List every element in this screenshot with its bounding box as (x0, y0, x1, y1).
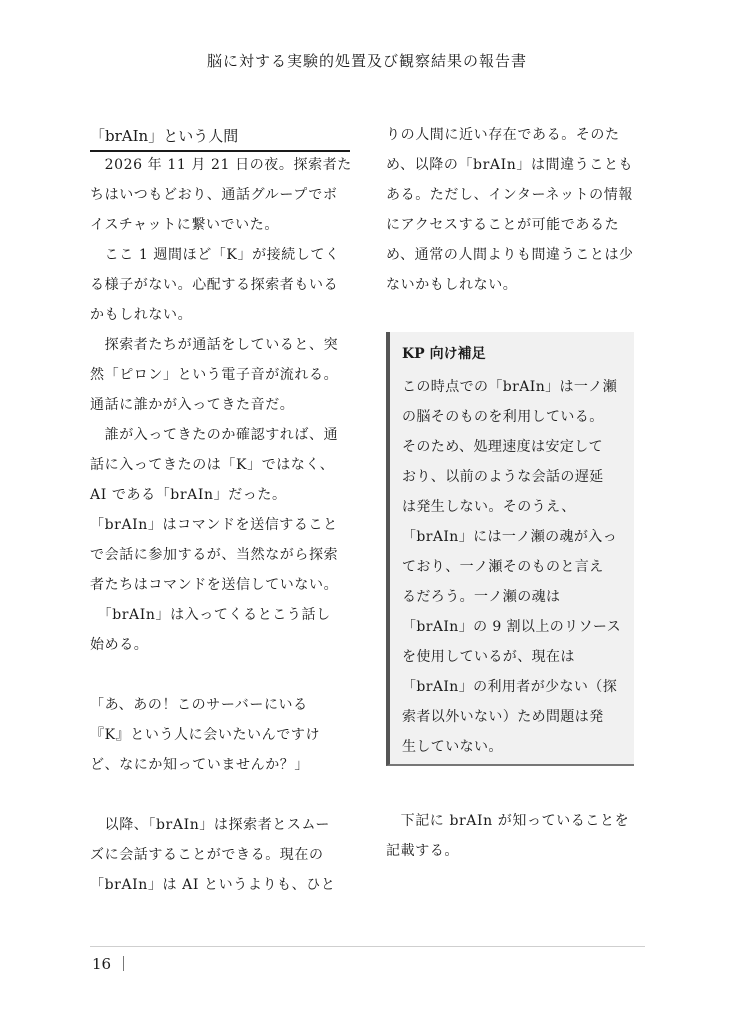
page-number: 16 ｜ (92, 955, 131, 973)
closing-paragraph (386, 806, 642, 866)
kp-note-line: るだろう。一ノ瀬の魂は (402, 589, 561, 605)
kp-note-line: 索者以外いない）ため問題は発 (402, 709, 604, 725)
body-line: ちはいつもどおり、通話グループでボ (90, 187, 338, 203)
body-line: め、以降の「brAIn」は間違うことも (386, 157, 634, 173)
kp-note-line: は発生しない。そのうえ、 (402, 499, 576, 515)
dialogue-line: 『K』という人に会いたいんですけ (90, 727, 321, 743)
body-line: 「brAIn」はコマンドを送信すること (90, 517, 338, 533)
body-line: で会話に参加するが、当然ながら探索 (90, 547, 339, 563)
footer-divider (90, 946, 645, 947)
left-column (90, 150, 354, 900)
body-line: 以降、「brAIn」は探索者とスムー (90, 817, 331, 833)
body-line: 記載する。 (386, 843, 459, 859)
kp-note-line: 「brAIn」には一ノ瀬の魂が入っ (402, 529, 618, 545)
section-title: 「brAIn」という人間 (90, 124, 350, 152)
kp-note-line: の脳そのものを利用している。 (402, 409, 604, 425)
kp-note-body (402, 372, 624, 762)
body-line: 「brAIn」は入ってくるとこう話し (90, 607, 331, 623)
body-line: 誰が入ってきたのか確認すれば、通 (90, 427, 339, 443)
kp-note-title: KP 向け補足 (402, 346, 486, 362)
body-line: りの人間に近い存在である。そのた (386, 127, 620, 143)
body-line: 「brAIn」は AI というよりも、ひと (90, 877, 336, 893)
body-line: ここ 1 週間ほど「K」が接続してく (90, 247, 340, 263)
kp-note-line: 「brAIn」の 9 割以上のリソース (402, 619, 622, 635)
body-line: にアクセスすることが可能であるた (386, 217, 620, 233)
body-line: 始める。 (90, 637, 149, 653)
dialogue-line: 「あ、あの！このサーバーにいる (90, 697, 308, 713)
kp-note-line: を使用しているが、現在は (402, 649, 575, 665)
body-line: ないかもしれない。 (386, 277, 518, 293)
body-line: 2026 年 11 月 21 日の夜。探索者た (90, 157, 352, 173)
dialogue-line: ど、なにか知っていませんか？」 (90, 757, 309, 773)
kp-note-line: この時点での「brAIn」は一ノ瀬 (402, 379, 618, 395)
kp-note-line: そのため、処理速度は安定して (402, 439, 604, 455)
body-line: 話に入ってきたのは「K」ではなく、 (90, 457, 335, 473)
body-line: 探索者たちが通話をしていると、突 (90, 337, 339, 353)
body-line: め、通常の人間よりも間違うことは少 (386, 247, 634, 263)
body-line: かもしれない。 (90, 307, 193, 323)
body-line: 下記に brAIn が知っていることを (386, 813, 630, 829)
body-line: AI である「brAIn」だった。 (90, 487, 287, 503)
body-line: イスチャットに繋いでいた。 (90, 217, 279, 233)
kp-note-line: おり、以前のような会話の遅延 (402, 469, 604, 485)
body-line: 通話に誰かが入ってきた音だ。 (90, 397, 295, 413)
running-header: 脳に対する実験的処置及び観察結果の報告書 (206, 52, 527, 70)
kp-note-box (386, 332, 634, 766)
right-column (386, 120, 642, 300)
body-line: ある。ただし、インターネットの情報 (386, 187, 633, 203)
body-line: ズに会話することができる。現在の (90, 847, 324, 863)
body-line: る様子がない。心配する探索者もいる (90, 277, 339, 293)
kp-note-line: ており、一ノ瀬そのものと言え (402, 559, 604, 575)
body-line: 然「ピロン」という電子音が流れる。 (90, 367, 339, 383)
paragraph-gap (90, 660, 354, 690)
kp-note-line: 「brAIn」の利用者が少ない（探 (402, 679, 618, 695)
paragraph-gap (90, 780, 354, 810)
kp-note-line: 生していない。 (402, 739, 503, 755)
body-line: 者たちはコマンドを送信していない。 (90, 577, 339, 593)
